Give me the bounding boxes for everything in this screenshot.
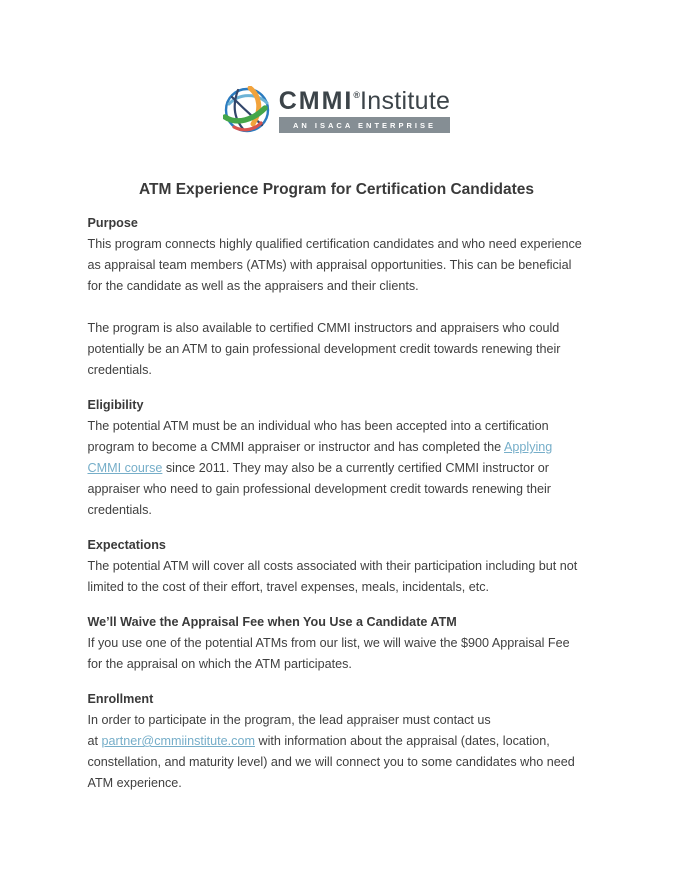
section-we-ll-waive-the-appraisal-fee-when-you-use-a-candidate-atm: [88, 612, 586, 675]
paragraph: If you use one of the potential ATMs from our list, we will waive the $900 Appraisal Fee for the appraisal on which the ATM participates.: [87, 636, 570, 671]
section-heading: Purpose: [87, 216, 138, 230]
section-heading: Eligibility: [87, 398, 144, 412]
paragraph: The potential ATM will cover all costs associated with their participation including but not limited to the cost of their effort, travel expenses, meals, incidentals, etc.: [87, 559, 578, 594]
paragraph: The program is also available to certified CMMI instructors and appraisers who could potentially be an ATM to gain professional development credit towards renewing their credentials.: [87, 321, 561, 377]
section-expectations: [88, 535, 586, 598]
section-heading: Enrollment: [87, 692, 154, 706]
paragraph: The potential ATM must be an individual who has been accepted into a certification program to become a CMMI appraiser or instructor and has completed the Applying CMMI course since 2011. They may also be a currently certified CMMI instructor or appraiser who need to gain professional development credit towards renewing their credentials.: [87, 419, 553, 517]
section-heading: We’ll Waive the Appraisal Fee when You Use a Candidate ATM: [87, 615, 457, 629]
section-enrollment: [88, 689, 586, 794]
logo-text-block: [279, 88, 451, 133]
email-link[interactable]: partner@cmmiinstitute.com: [101, 734, 255, 748]
registered-trademark: ®: [353, 89, 361, 100]
logo-brand-name: CMMI: [278, 86, 354, 115]
logo-brand-line: [279, 88, 451, 115]
applying-cmmi-course-link[interactable]: Applying CMMI course: [87, 440, 553, 475]
section-eligibility: [88, 395, 586, 521]
document-title: ATM Experience Program for Certification Candidates: [138, 181, 535, 198]
section-purpose: [88, 213, 586, 381]
logo-tagline: AN ISACA ENTERPRISE: [279, 117, 451, 133]
section-heading: Expectations: [87, 538, 166, 552]
document-sections: [88, 213, 586, 794]
paragraph: This program connects highly qualified certification candidates and who need experience as appraisal team members (ATMs) with appraisal opportunities. This can be beneficial for the candidate as well as the appraisers and their clients.: [87, 237, 582, 293]
cmmi-globe-icon: [223, 86, 271, 134]
cmmi-logo: [0, 0, 673, 134]
logo-brand-suffix: Institute: [360, 86, 451, 115]
paragraph: In order to participate in the program, the lead appraiser must contact us at partner@cmmiinstitute.com with information about the appraisal (dates, location, constellation, and maturity level) and we will connect you to some candidates who need ATM experience.: [87, 713, 575, 790]
